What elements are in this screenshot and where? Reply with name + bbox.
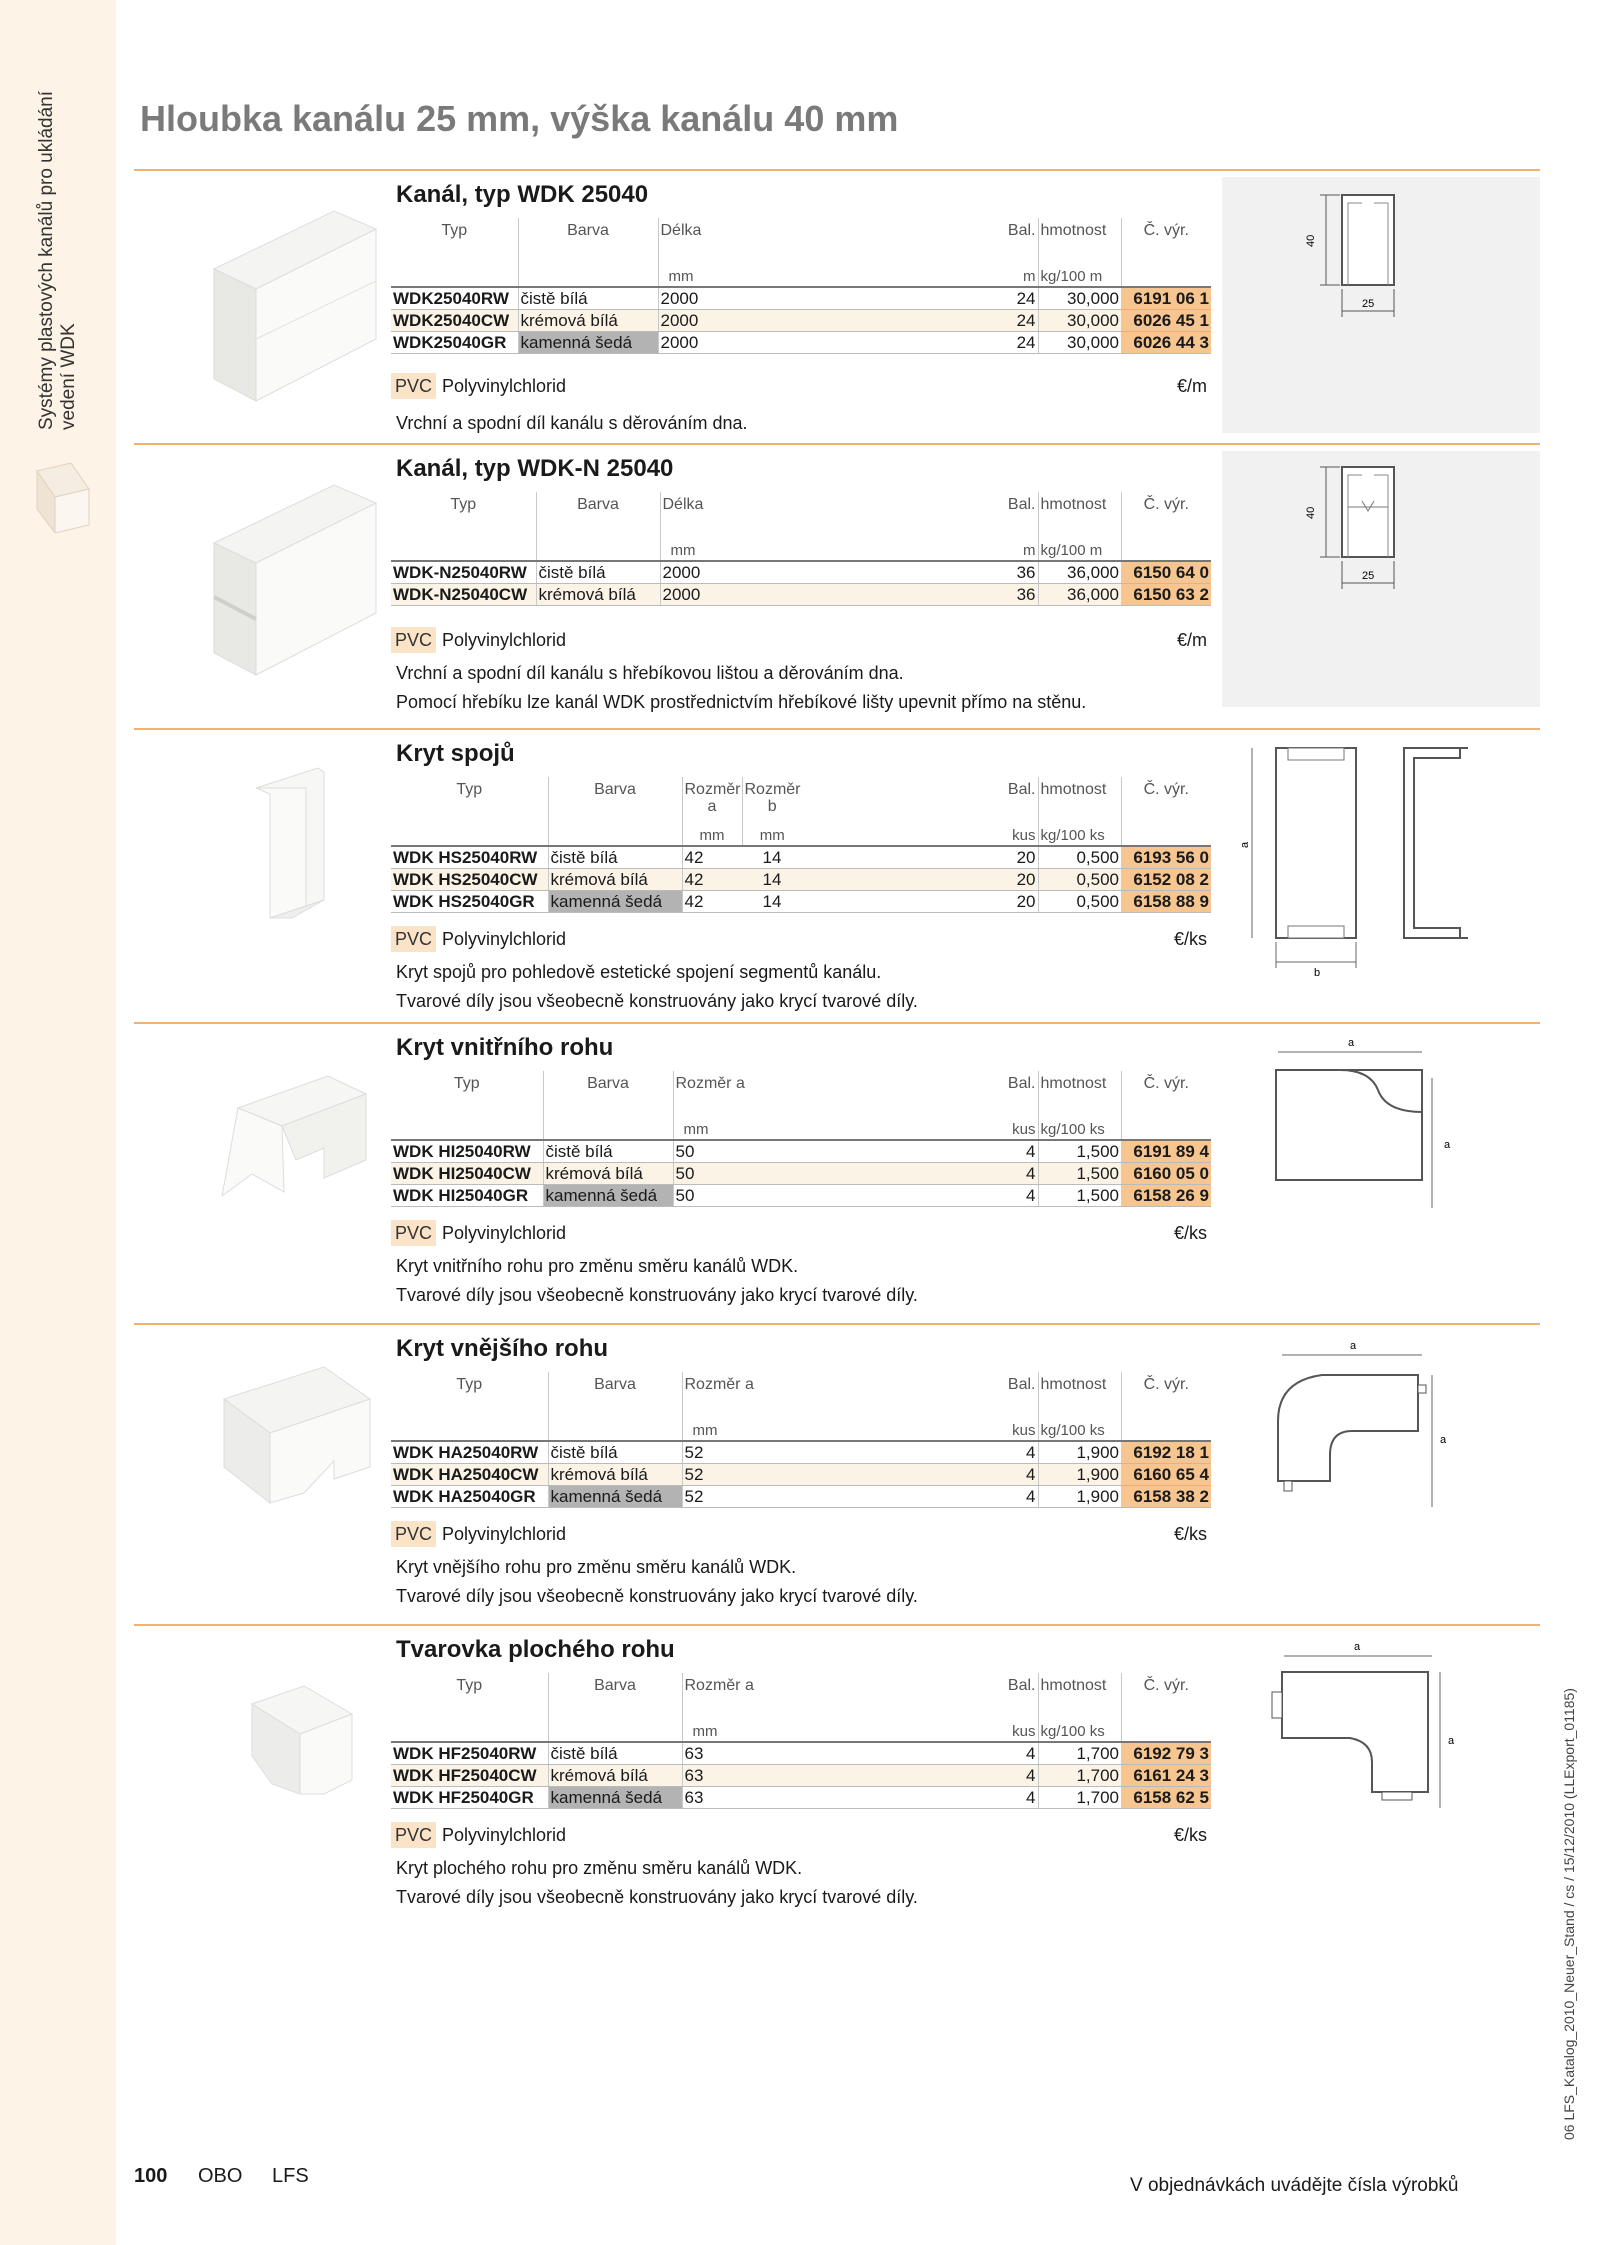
section-title: Kanál, typ WDK 25040	[396, 181, 649, 208]
unit-package: kus	[1003, 827, 1038, 846]
col-weight: hmotnost	[1038, 492, 1121, 542]
description: Vrchní a spodní díl kanálu s děrováním dna.	[396, 413, 748, 433]
dim-a-top: a	[1350, 1340, 1357, 1352]
table-row: WDK HI25040GR kamenná šedá 50 4 1,500 6158 26 9	[393, 1186, 1209, 1205]
table-row: WDK HF25040RW čistě bílá 63 4 1,700 6192 79 3	[393, 1744, 1209, 1763]
section-outer-corner	[134, 1323, 1540, 1625]
table-row: WDK-N25040RW čistě bílá 2000 36 36,000 6150 64 0	[393, 563, 1209, 582]
unit-a: mm	[682, 1422, 1003, 1441]
col-dimension-a: Rozměr a	[682, 777, 742, 827]
unit-length: mm	[658, 268, 1003, 287]
col-article: Č. výr.	[1121, 1071, 1211, 1121]
description: Tvarové díly jsou všeobecně konstruovány jako krycí tvarové díly.	[396, 1586, 918, 1606]
unit-weight: kg/100 ks	[1038, 1422, 1121, 1441]
description: Kryt plochého rohu pro změnu směru kanálů WDK.	[396, 1858, 803, 1878]
price-unit: €/ks	[1173, 929, 1207, 949]
description: Vrchní a spodní díl kanálu s hřebíkovou lištou a děrováním dna.	[396, 663, 904, 683]
col-weight: hmotnost	[1038, 1071, 1121, 1121]
material-row	[391, 627, 1211, 653]
price-unit: €/ks	[1173, 1825, 1207, 1845]
unit-package: kus	[1003, 1121, 1038, 1140]
catalog-reference: 06 LFS_Katalog_2010_Neuer_Stand / cs / 15/12/2010 (LLExport_01185)	[1561, 1688, 1577, 2140]
description: Pomocí hřebíku lze kanál WDK prostřednictvím hřebíkové lišty upevnit přímo na stěnu.	[396, 692, 1087, 712]
dim-width: 25	[1362, 298, 1375, 310]
dim-height: 40	[1305, 506, 1317, 519]
col-type: Typ	[453, 1075, 480, 1092]
section-joint-cover	[134, 728, 1540, 1030]
unit-weight: kg/100 ks	[1038, 1121, 1121, 1140]
dimension-drawing	[1222, 451, 1540, 707]
col-color: Barva	[548, 777, 682, 827]
col-package: Bal.	[1007, 222, 1036, 239]
material-code: PVC	[391, 926, 436, 952]
section-code: LFS	[272, 2165, 309, 2187]
joint-cover-image	[174, 748, 394, 988]
col-package: Bal.	[1007, 496, 1036, 513]
sidebar-label: Systémy plastových kanálů pro ukládání vedení WDK	[36, 90, 79, 430]
material-row	[391, 1822, 1211, 1848]
table-row: WDK25040RW čistě bílá 2000 24 30,000 6191 06 1	[393, 289, 1209, 308]
dim-a-side: a	[1444, 1139, 1451, 1151]
outer-corner-image	[174, 1343, 394, 1583]
col-package: Bal.	[1007, 1677, 1036, 1694]
channel-product-image	[174, 189, 394, 429]
table-row: WDK-N25040CW krémová bílá 2000 36 36,000 6150 63 2	[393, 585, 1209, 604]
col-type: Typ	[456, 1677, 483, 1694]
description: Tvarové díly jsou všeobecně konstruovány jako krycí tvarové díly.	[396, 1887, 918, 1907]
table-row: WDK HS25040GR kamenná šedá 42 14 20 0,500 6158 88 9	[393, 892, 1209, 911]
section-title: Kryt vnitřního rohu	[396, 1034, 614, 1061]
table-row: WDK HI25040CW krémová bílá 50 4 1,500 6160 05 0	[393, 1164, 1209, 1183]
table-row: WDK HF25040CW krémová bílá 63 4 1,700 6161 24 3	[393, 1766, 1209, 1785]
col-package: Bal.	[1007, 1376, 1036, 1393]
description: Tvarové díly jsou všeobecně konstruovány jako krycí tvarové díly.	[396, 1285, 918, 1305]
section-flat-corner	[134, 1624, 1540, 1926]
product-table	[391, 1673, 1211, 1809]
description: Kryt vnitřního rohu pro změnu směru kanálů WDK.	[396, 1256, 799, 1276]
col-type: Typ	[450, 496, 477, 513]
col-article: Č. výr.	[1121, 1673, 1211, 1723]
col-color: Barva	[548, 1673, 682, 1723]
col-dimension-b: Rozměr b	[742, 777, 802, 827]
product-table	[391, 1071, 1211, 1207]
section-channel-wdk	[134, 169, 1540, 471]
channel-product-image	[174, 463, 394, 703]
col-weight: hmotnost	[1038, 1673, 1121, 1723]
product-table	[391, 777, 1211, 913]
unit-weight: kg/100 ks	[1038, 827, 1121, 846]
dimension-drawing	[1222, 177, 1540, 433]
section-channel-wdk-n	[134, 443, 1540, 745]
material-name: Polyvinylchlorid	[442, 1524, 567, 1544]
description: Kryt vnějšího rohu pro změnu směru kanálů WDK.	[396, 1557, 797, 1577]
price-unit: €/m	[1176, 376, 1207, 396]
col-article: Č. výr.	[1121, 218, 1211, 268]
col-length: Délka	[660, 492, 1003, 542]
material-row	[391, 1521, 1211, 1547]
dim-height: 40	[1305, 234, 1317, 247]
dimension-drawing	[1222, 1030, 1540, 1286]
table-row: WDK25040CW krémová bílá 2000 24 30,000 6026 45 1	[393, 311, 1209, 330]
dim-a-side: a	[1440, 1434, 1447, 1446]
material-row	[391, 373, 1211, 399]
order-note: V objednávkách uvádějte čísla výrobků	[1130, 2175, 1459, 2196]
page-number: 100	[134, 2165, 168, 2187]
material-name: Polyvinylchlorid	[442, 1825, 567, 1845]
unit-a: mm	[673, 1121, 1003, 1140]
unit-package: kus	[1003, 1723, 1038, 1742]
material-name: Polyvinylchlorid	[442, 376, 567, 396]
table-row: WDK HS25040RW čistě bílá 42 14 20 0,500 6193 56 0	[393, 848, 1209, 867]
col-dimension-a: Rozměr a	[682, 1372, 1003, 1422]
material-code: PVC	[391, 1521, 436, 1547]
dim-a-top: a	[1354, 1641, 1361, 1653]
product-table	[391, 492, 1211, 606]
material-code: PVC	[391, 1220, 436, 1246]
product-table	[391, 218, 1211, 354]
col-type: Typ	[456, 1376, 483, 1393]
unit-length: mm	[660, 542, 1003, 561]
dimension-drawing	[1222, 736, 1540, 992]
flat-corner-image	[174, 1644, 394, 1884]
col-type: Typ	[456, 781, 483, 798]
description: Kryt spojů pro pohledově estetické spojení segmentů kanálu.	[396, 962, 882, 982]
table-row: WDK25040GR kamenná šedá 2000 24 30,000 6026 44 3	[393, 333, 1209, 352]
col-article: Č. výr.	[1121, 777, 1211, 827]
material-name: Polyvinylchlorid	[442, 630, 567, 650]
unit-package: kus	[1003, 1422, 1038, 1441]
material-row	[391, 926, 1211, 952]
col-dimension-a: Rozměr a	[682, 1673, 1003, 1723]
unit-package: m	[1003, 268, 1038, 287]
price-unit: €/ks	[1173, 1524, 1207, 1544]
unit-a: mm	[682, 827, 742, 846]
col-weight: hmotnost	[1038, 1372, 1121, 1422]
unit-weight: kg/100 m	[1038, 268, 1121, 287]
product-table	[391, 1372, 1211, 1508]
dimension-drawing	[1222, 1331, 1540, 1587]
inner-corner-image	[174, 1042, 394, 1282]
dim-width: 25	[1362, 570, 1375, 582]
col-package: Bal.	[1007, 1075, 1036, 1092]
col-weight: hmotnost	[1038, 218, 1121, 268]
dimension-drawing	[1222, 1632, 1540, 1888]
col-article: Č. výr.	[1121, 492, 1211, 542]
table-row: WDK HA25040CW krémová bílá 52 4 1,900 6160 65 4	[393, 1465, 1209, 1484]
col-type: Typ	[441, 222, 468, 239]
table-row: WDK HS25040CW krémová bílá 42 14 20 0,500 6152 08 2	[393, 870, 1209, 889]
table-row: WDK HI25040RW čistě bílá 50 4 1,500 6191 89 4	[393, 1142, 1209, 1161]
col-color: Barva	[518, 218, 658, 268]
sidebar	[0, 0, 116, 2245]
col-length: Délka	[658, 218, 1003, 268]
dim-a-side: a	[1448, 1735, 1455, 1747]
section-title: Kryt vnějšího rohu	[396, 1335, 609, 1362]
dim-a-top: a	[1348, 1037, 1355, 1049]
dim-b: b	[1314, 967, 1321, 979]
material-name: Polyvinylchlorid	[442, 929, 567, 949]
section-title: Tvarovka plochého rohu	[396, 1636, 675, 1663]
table-row: WDK HA25040RW čistě bílá 52 4 1,900 6192 18 1	[393, 1443, 1209, 1462]
section-inner-corner	[134, 1022, 1540, 1324]
col-article: Č. výr.	[1121, 1372, 1211, 1422]
material-code: PVC	[391, 1822, 436, 1848]
table-row: WDK HA25040GR kamenná šedá 52 4 1,900 6158 38 2	[393, 1487, 1209, 1506]
description: Tvarové díly jsou všeobecně konstruovány jako krycí tvarové díly.	[396, 991, 918, 1011]
unit-weight: kg/100 m	[1038, 542, 1121, 561]
col-weight: hmotnost	[1038, 777, 1121, 827]
material-code: PVC	[391, 627, 436, 653]
dim-a: a	[1239, 841, 1251, 848]
material-name: Polyvinylchlorid	[442, 1223, 567, 1243]
col-color: Barva	[536, 492, 660, 542]
unit-package: m	[1003, 542, 1038, 561]
section-title: Kanál, typ WDK-N 25040	[396, 455, 674, 482]
channel-thumbnail	[33, 463, 91, 533]
table-row: WDK HF25040GR kamenná šedá 63 4 1,700 6158 62 5	[393, 1788, 1209, 1807]
col-color: Barva	[543, 1071, 673, 1121]
col-dimension-a: Rozměr a	[673, 1071, 1003, 1121]
material-code: PVC	[391, 373, 436, 399]
col-package: Bal.	[1007, 781, 1036, 798]
price-unit: €/m	[1176, 630, 1207, 650]
section-title: Kryt spojů	[396, 740, 515, 767]
unit-a: mm	[682, 1723, 1003, 1742]
unit-b: mm	[742, 827, 802, 846]
page-title: Hloubka kanálu 25 mm, výška kanálu 40 mm	[140, 98, 899, 139]
price-unit: €/ks	[1173, 1223, 1207, 1243]
unit-weight: kg/100 ks	[1038, 1723, 1121, 1742]
material-row	[391, 1220, 1211, 1246]
brand-name: OBO	[198, 2165, 243, 2187]
col-color: Barva	[548, 1372, 682, 1422]
